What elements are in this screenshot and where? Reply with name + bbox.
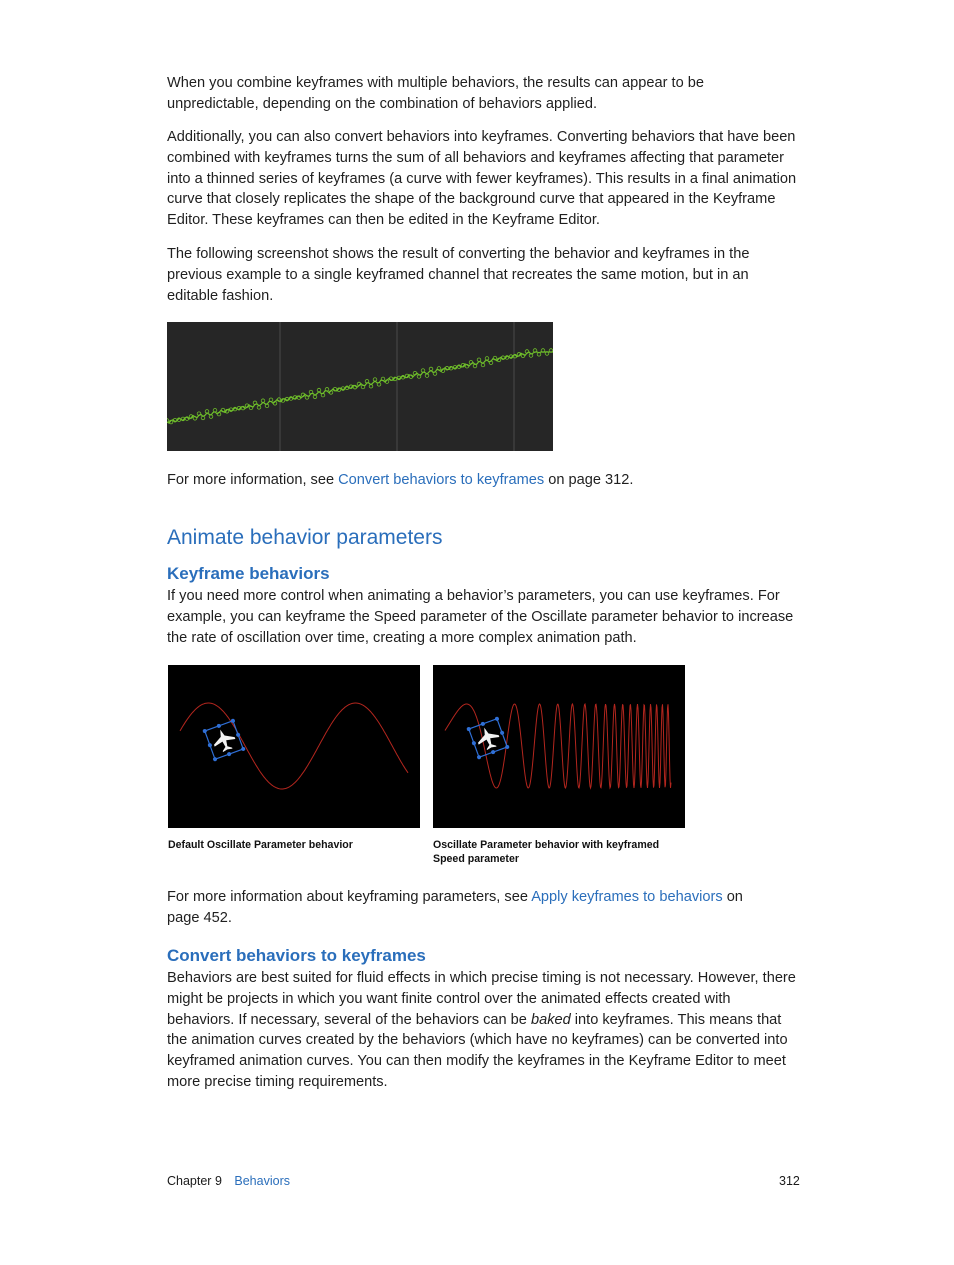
section-heading: Animate behavior parameters xyxy=(167,526,443,549)
caption-keyframed-oscillate: Oscillate Parameter behavior with keyframed Speed parameter xyxy=(433,839,660,865)
paragraph-more-info-2: For more information about keyframing parameters, see Apply keyframes to behaviors on page 452. xyxy=(167,889,743,926)
paragraph-keyframe-behaviors: If you need more control when animating a behavior’s parameters, you can use keyframes. For example, you can keyframe the Speed parameter of the Oscillate parameter behavior to increase the rate of oscillation over time, creating a more complex animation path. xyxy=(167,588,794,646)
airplane-icon xyxy=(202,718,246,762)
oscillate-keyframed-graphic xyxy=(433,665,685,828)
footer-chapter-link[interactable]: Behaviors xyxy=(234,1174,290,1188)
oscillate-default-screenshot xyxy=(168,665,420,828)
subheading-convert-behaviors: Convert behaviors to keyframes xyxy=(167,946,426,965)
airplane-icon xyxy=(466,716,510,760)
paragraph-convert-behaviors: Additionally, you can also convert behaviors into keyframes. Converting behaviors that have been combined with keyframes turns the sum of all behaviors and keyframes affecting that parameter into a thinned series of keyframes (a curve with fewer keyframes). This results in a final animation curve that closely replicates the shape of the background curve that appeared in the Keyframe Editor. These keyframes can then be edited in the Keyframe Editor. xyxy=(167,129,797,229)
convert-behaviors-link[interactable]: Convert behaviors to keyframes xyxy=(338,472,545,488)
footer-chapter xyxy=(167,1174,290,1188)
paragraph-convert-behaviors-detail: Behaviors are best suited for fluid effects in which precise timing is not necessary. However, there might be projects in which you want finite control over the animated effects created with behaviors. If necessary, several of the behaviors can be baked into keyframes. This means that the animation curves created by the behaviors (which have no keyframes) can be converted into keyframed animation curves. You can then modify the keyframes in the Keyframe Editor to meet more precise timing requirements. xyxy=(167,970,796,1090)
paragraph-screenshot-intro: The following screenshot shows the result of converting the behavior and keyframes in the previous example to a single keyframed channel that recreates the same motion, but in an editable fashion. xyxy=(167,246,750,304)
footer-page-number: 312 xyxy=(779,1174,800,1188)
paragraph-combine-keyframes: When you combine keyframes with multiple behaviors, the results can appear to be unpredictable, depending on the combination of behaviors applied. xyxy=(167,75,704,112)
apply-keyframes-link[interactable]: Apply keyframes to behaviors xyxy=(531,889,723,905)
keyframe-editor-screenshot xyxy=(167,322,553,451)
caption-default-oscillate: Default Oscillate Parameter behavior xyxy=(168,839,353,851)
paragraph-more-info-1: For more information, see Convert behaviors to keyframes on page 312. xyxy=(167,472,634,488)
oscillate-keyframed-screenshot xyxy=(433,665,685,828)
footer-chapter-number: Chapter 9 xyxy=(167,1174,222,1188)
subheading-keyframe-behaviors: Keyframe behaviors xyxy=(167,564,330,583)
oscillate-default-graphic xyxy=(168,665,420,828)
keyframe-curve-graphic xyxy=(167,322,553,451)
